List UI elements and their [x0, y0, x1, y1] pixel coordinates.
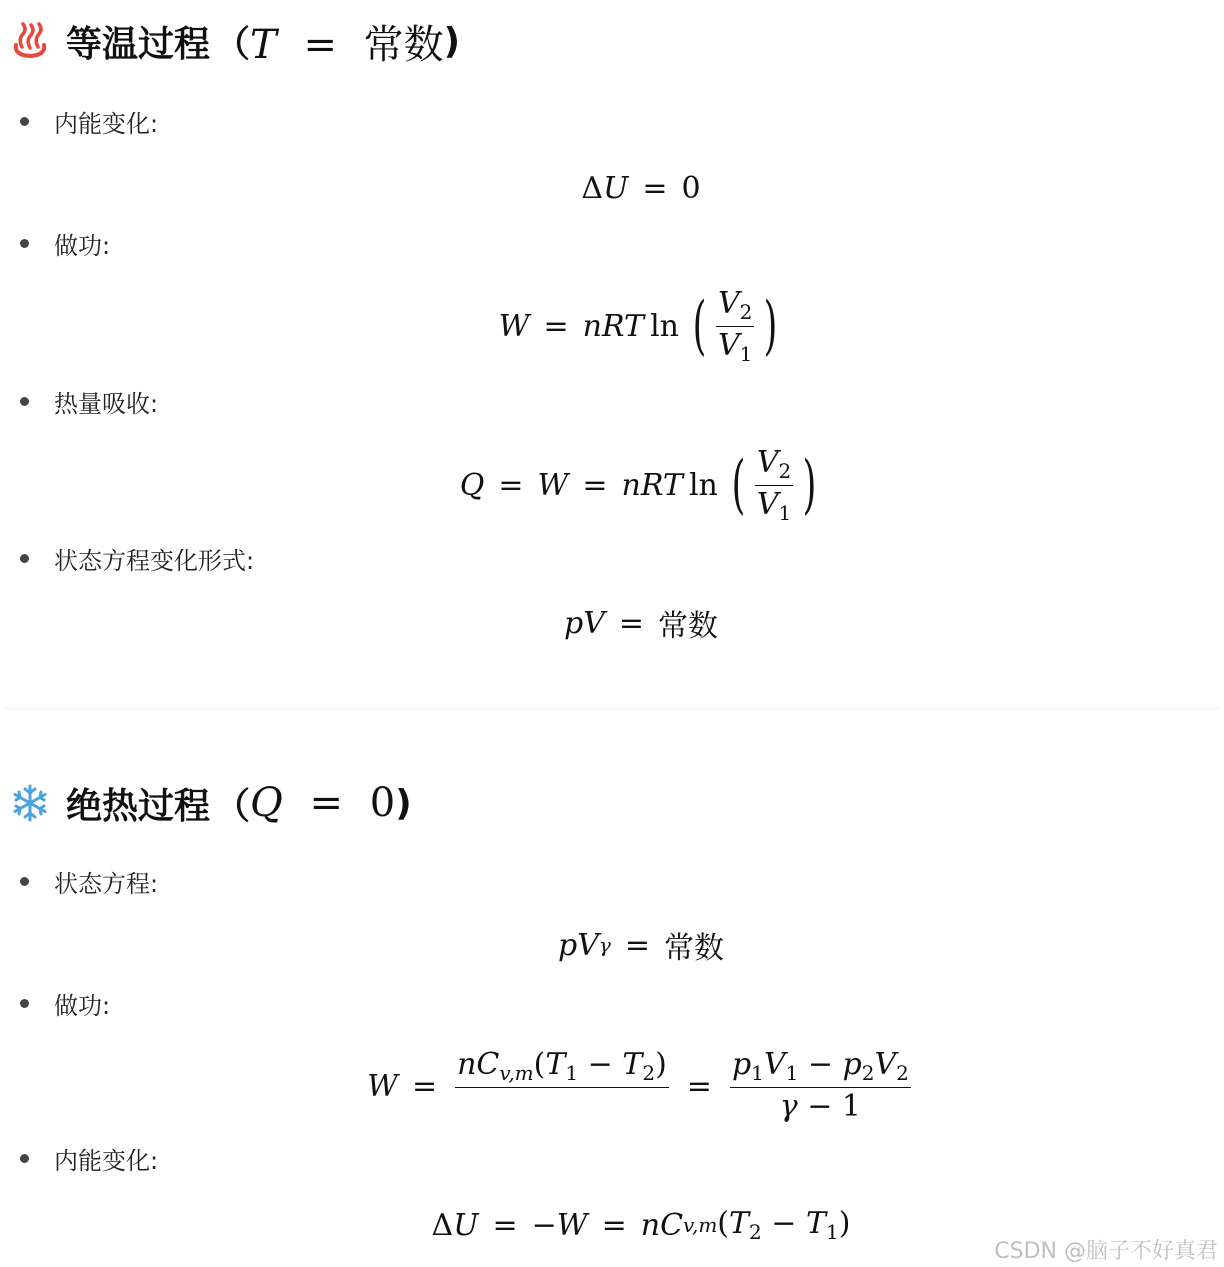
condition-math — [250, 780, 395, 826]
paren-close: ) — [443, 20, 461, 62]
equation-pv-const: pV = 常数 — [0, 600, 1224, 646]
snowflake-icon — [10, 783, 50, 823]
bullet-dot — [20, 397, 29, 406]
bullet-dot — [20, 999, 29, 1008]
equation-delta-u-zero: ΔU = 0 — [581, 170, 701, 206]
equation-pv-gamma-const: pV γ = 常数 — [0, 922, 1224, 968]
item-label: 做功: — [54, 991, 111, 1020]
bullet-dot — [20, 239, 29, 248]
bullet-dot — [20, 877, 29, 886]
hot-springs-icon — [10, 21, 50, 61]
equation-heat-isothermal: Q = W = nRT ln ( $\frac{V_2}{V_1}$ ) — [459, 444, 817, 525]
bullet-dot — [20, 1154, 29, 1163]
item-label: 热量吸收: — [54, 389, 159, 418]
equation-work-adiabatic: W = $nC_{v,m}(T_1 - T_2)$ = $\frac{p_1V_1 - p_2V_2}{\gamma - 1}$ — [367, 1046, 909, 1124]
section-heading-isothermal — [10, 16, 460, 66]
list-item — [20, 228, 110, 258]
item-label: 内能变化: — [54, 109, 159, 138]
condition-val: 常数 — [363, 21, 444, 68]
const-text: 常数 — [658, 609, 718, 644]
list-item — [20, 543, 254, 573]
paren-close: ) — [395, 782, 412, 824]
section-heading-adiabatic — [10, 778, 412, 828]
condition-val: 0 — [369, 780, 396, 826]
section-title: 绝热过程 — [66, 785, 211, 827]
list-item — [20, 1143, 158, 1173]
list-item — [20, 106, 158, 136]
item-label: 状态方程: — [54, 869, 159, 898]
list-item — [20, 866, 158, 896]
item-label: 状态方程变化形式: — [54, 546, 255, 575]
list-item — [20, 386, 158, 416]
condition-eq: = — [309, 780, 344, 826]
equation-work-isothermal: W = nRT ln ( $\frac{V_2}{V_1}$ ) — [498, 285, 778, 366]
equation-delta-u-adiabatic: ΔU = −W = nC v,m $(T_2 - T_1)$ — [431, 1206, 851, 1244]
condition-eq: = — [303, 21, 337, 68]
bullet-dot — [20, 554, 29, 563]
condition-var: Q — [250, 780, 283, 826]
paren-open: （ — [214, 785, 251, 827]
condition-var: T — [250, 21, 277, 68]
watermark: CSDN @脑子不好真君 — [994, 1239, 1218, 1264]
const-text: 常数 — [663, 931, 724, 966]
section-divider — [4, 708, 1220, 709]
item-label: 做功: — [54, 231, 111, 260]
list-item — [20, 988, 110, 1018]
item-label: 内能变化: — [54, 1146, 159, 1175]
section-title: 等温过程 — [66, 23, 211, 65]
paren-open: （ — [214, 23, 251, 65]
bullet-dot — [20, 117, 29, 126]
condition-math — [250, 13, 444, 70]
